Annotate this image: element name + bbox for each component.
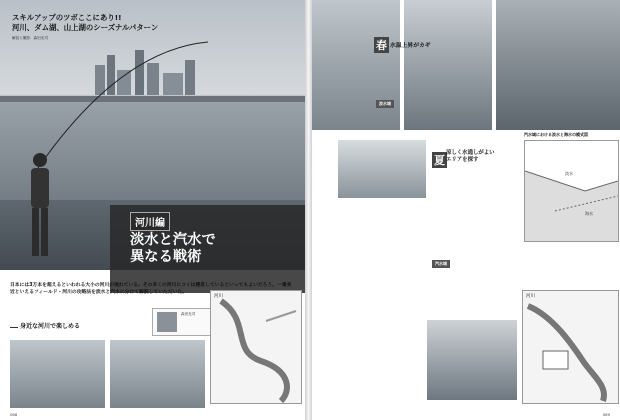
section-heading: 身近な河川で楽しめる: [10, 321, 80, 330]
salinity-diagram-drawing: [525, 141, 618, 241]
map-drawing-right: [523, 291, 618, 403]
promenade-photo: [312, 0, 400, 130]
river-photo: [110, 340, 205, 408]
pier-photo: [404, 0, 492, 130]
spring-heading: 水温上昇がカギ: [390, 43, 431, 49]
author-photo: [157, 312, 177, 332]
city-river-photo: [338, 140, 426, 198]
right-page: [312, 0, 620, 420]
diagram-fresh: 淡水: [565, 171, 573, 176]
riverbank-photo: [10, 340, 105, 408]
diagram-title: 汽水域における淡水と海水の模式図: [524, 132, 588, 137]
page-number: 068: [10, 412, 18, 417]
diagram-sea: 海水: [585, 211, 593, 216]
author-name: 森田光司: [181, 312, 196, 316]
fish-photo: [496, 0, 620, 130]
wall-photo: [427, 320, 517, 400]
river-map-right: [522, 290, 619, 404]
section-tag: 河川編: [130, 212, 170, 231]
angler-figure: [25, 150, 55, 260]
map-label: 河川: [214, 294, 223, 299]
page-number-right: 069: [602, 412, 610, 417]
salinity-diagram: [524, 140, 619, 242]
map-drawing: [211, 291, 301, 403]
fresh-water-label: 淡水域: [376, 100, 394, 108]
summer-heading: 涼しく水通しがよい エリアを探す: [446, 150, 495, 163]
left-page: [0, 0, 305, 420]
hero-credit: 解説と撮影：森田光司: [12, 36, 48, 40]
hero-title: スキルアップのツボここにあり!! 河川、ダム湖、山上湖のシーズナルパターン: [12, 13, 159, 32]
article-title: 淡水と汽水で 異なる戦術: [130, 232, 216, 265]
river-map-left: [210, 290, 302, 404]
intro-text: 日本には3万本を超えるといわれる大小の河川が流れている。その多くの河川にコイは棲息しているといってもよいだろう。一番身近といえるフィールド・河川の攻略法を淡水と汽水に分けて解説していただいた。: [10, 283, 292, 296]
season-summer: 夏: [434, 154, 445, 167]
brackish-label-2: 汽水域: [432, 260, 450, 268]
gutter: [305, 0, 312, 420]
season-spring: 春: [376, 39, 387, 52]
fishing-rod: [30, 40, 210, 170]
map-label-right: 河川: [526, 294, 535, 299]
wave-icon: [10, 322, 18, 328]
